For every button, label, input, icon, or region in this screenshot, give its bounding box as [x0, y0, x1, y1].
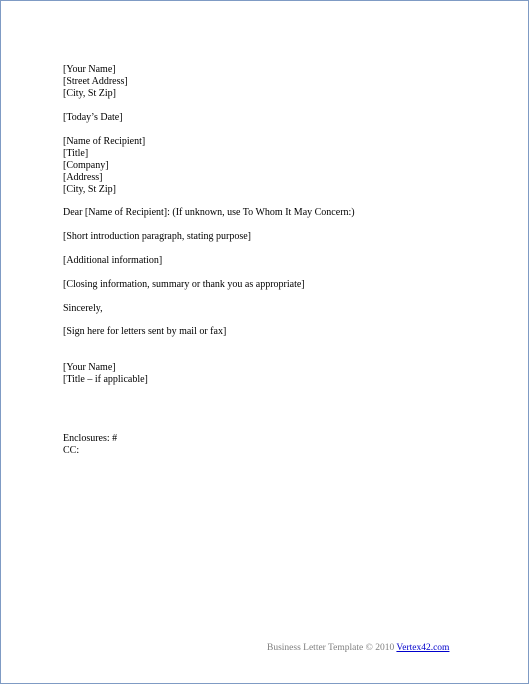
recipient-title: [Title] [63, 148, 89, 159]
closing-info-paragraph [63, 279, 305, 291]
closing-info-text: [Closing information, summary or thank you as appropriate] [63, 279, 305, 290]
signature-block [63, 362, 148, 386]
sign-note-text: [Sign here for letters sent by mail or fax] [63, 326, 227, 337]
sender-street: [Street Address] [63, 76, 128, 87]
footer-text: Business Letter Template © 2010 [267, 643, 397, 653]
recipient-name: [Name of Recipient] [63, 136, 146, 147]
enclosures-line: Enclosures: # [63, 433, 118, 444]
intro-text: [Short introduction paragraph, stating purpose] [63, 231, 252, 242]
sender-name: [Your Name] [63, 64, 116, 75]
date-block [63, 112, 123, 124]
salutation [63, 207, 355, 219]
signature-name: [Your Name] [63, 362, 116, 373]
salutation-text: Dear [Name of Recipient]: (If unknown, use To Whom It May Concern:) [63, 207, 355, 218]
recipient-city: [City, St Zip] [63, 184, 116, 195]
additional-text: [Additional information] [63, 255, 163, 266]
cc-line: CC: [63, 445, 80, 456]
closing-text: Sincerely, [63, 303, 103, 314]
recipient-company: [Company] [63, 160, 109, 171]
signature-title: [Title – if applicable] [63, 374, 148, 385]
additional-paragraph [63, 255, 162, 267]
vertex42-link[interactable]: Vertex42.com [396, 643, 450, 653]
enclosures-block [63, 433, 117, 457]
recipient-address: [Address] [63, 172, 103, 183]
letter-date: [Today’s Date] [63, 112, 123, 123]
sign-note [63, 326, 226, 338]
closing [63, 303, 103, 315]
footer [267, 642, 449, 654]
sender-city: [City, St Zip] [63, 88, 116, 99]
sender-address-block [63, 64, 128, 100]
intro-paragraph [63, 231, 251, 243]
recipient-address-block [63, 136, 145, 196]
